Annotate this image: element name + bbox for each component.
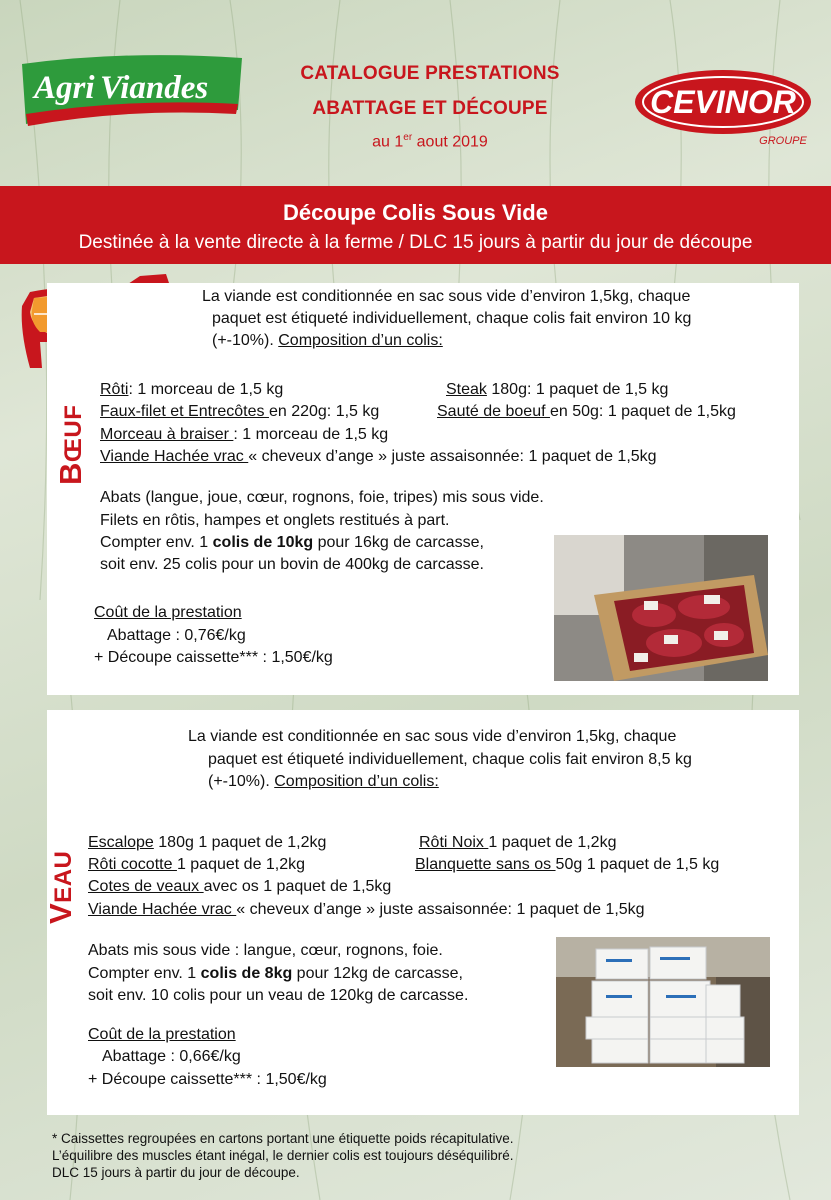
veau-compter: Compter env. 1 colis de 8kg pour 12kg de carcasse, xyxy=(88,965,463,982)
agriviandes-logo xyxy=(18,52,246,132)
svg-text:Agri: Agri xyxy=(34,70,95,106)
boeuf-decoupe-price: + Découpe caissette*** : 1,50€/kg xyxy=(94,649,333,666)
veau-label: VEAU xyxy=(43,850,78,924)
boeuf-label: BŒUF xyxy=(53,404,88,485)
veau-item-roti-noix: Rôti Noix 1 paquet de 1,2kg xyxy=(419,834,617,851)
veau-item-roti-cocotte: Rôti cocotte 1 paquet de 1,2kg xyxy=(88,856,306,873)
boeuf-item-steak: Steak 180g: 1 paquet de 1,5 kg xyxy=(446,381,669,398)
footnote-line3: DLC 15 jours à partir du jour de découpe. xyxy=(52,1165,300,1180)
footnote xyxy=(52,1130,514,1181)
boeuf-cout-title: Coût de la prestation xyxy=(94,604,242,621)
footnote-line2: L’équilibre des muscles étant inégal, le dernier colis est toujours déséquilibré. xyxy=(52,1148,514,1163)
catalogue-title-line2: ABATTAGE ET DÉCOUPE xyxy=(312,98,548,119)
boeuf-item-faux-filet: Faux-filet et Entrecôtes en 220g: 1,5 kg xyxy=(100,403,380,420)
section-banner xyxy=(0,186,831,264)
boeuf-item-saute: Sauté de boeuf en 50g: 1 paquet de 1,5kg xyxy=(437,403,736,420)
boeuf-soit: soit env. 25 colis pour un bovin de 400kg de carcasse. xyxy=(100,556,484,573)
boeuf-abats: Abats (langue, joue, cœur, rognons, foie, tripes) mis sous vide. xyxy=(100,489,544,506)
veau-item-cotes: Cotes de veaux avec os 1 paquet de 1,5kg xyxy=(88,878,392,895)
veau-abats: Abats mis sous vide : langue, cœur, rognons, foie. xyxy=(88,942,443,959)
svg-text:GROUPE: GROUPE xyxy=(759,135,807,147)
veau-item-hachee: Viande Hachée vrac « cheveux d’ange » juste assaisonnée: 1 paquet de 1,5kg xyxy=(88,901,645,918)
veau-abattage-price: Abattage : 0,66€/kg xyxy=(102,1048,241,1065)
veau-colis-photo xyxy=(556,937,770,1067)
footnote-line1: * Caissettes regroupées en cartons portant une étiquette poids récapitulative. xyxy=(52,1131,514,1146)
veau-soit: soit env. 10 colis pour un veau de 120kg de carcasse. xyxy=(88,987,469,1004)
veau-intro-line2: paquet est étiqueté individuellement, chaque colis fait environ 8,5 kg xyxy=(208,751,692,768)
boeuf-item-roti: Rôti: 1 morceau de 1,5 kg xyxy=(100,381,284,398)
boeuf-panel xyxy=(47,283,799,695)
boeuf-intro-line1: La viande est conditionnée en sac sous vide d’environ 1,5kg, chaque xyxy=(202,288,691,305)
banner-title: Découpe Colis Sous Vide xyxy=(283,200,548,225)
boeuf-intro-line2: paquet est étiqueté individuellement, chaque colis fait environ 10 kg xyxy=(212,310,692,327)
cevinor-logo xyxy=(628,66,818,148)
veau-panel xyxy=(43,710,799,1115)
veau-intro-line3: (+-10%). Composition d’un colis: xyxy=(208,773,439,790)
svg-text:Viandes: Viandes xyxy=(100,70,209,106)
boeuf-item-hachee: Viande Hachée vrac « cheveux d’ange » juste assaisonnée: 1 paquet de 1,5kg xyxy=(100,448,657,465)
boeuf-colis-photo xyxy=(554,535,768,681)
boeuf-compter: Compter env. 1 colis de 10kg pour 16kg de carcasse, xyxy=(100,534,484,551)
veau-cout-title: Coût de la prestation xyxy=(88,1026,236,1043)
veau-item-blanquette: Blanquette sans os 50g 1 paquet de 1,5 kg xyxy=(415,856,720,873)
boeuf-filets: Filets en rôtis, hampes et onglets restitués à part. xyxy=(100,512,450,529)
banner-subtitle: Destinée à la vente directe à la ferme / DLC 15 jours à partir du jour de découpe xyxy=(78,232,753,253)
boeuf-intro-line3: (+-10%). Composition d’un colis: xyxy=(212,332,443,349)
veau-decoupe-price: + Découpe caissette*** : 1,50€/kg xyxy=(88,1071,327,1088)
svg-text:CEVINOR: CEVINOR xyxy=(650,84,796,120)
boeuf-abattage-price: Abattage : 0,76€/kg xyxy=(107,627,246,644)
catalogue-title-line1: CATALOGUE PRESTATIONS xyxy=(300,63,560,84)
veau-item-escalope: Escalope 180g 1 paquet de 1,2kg xyxy=(88,834,327,851)
veau-intro-line1: La viande est conditionnée en sac sous vide d’environ 1,5kg, chaque xyxy=(188,728,677,745)
catalogue-date: au 1er aout 2019 xyxy=(372,132,488,151)
boeuf-item-braiser: Morceau à braiser : 1 morceau de 1,5 kg xyxy=(100,426,389,443)
